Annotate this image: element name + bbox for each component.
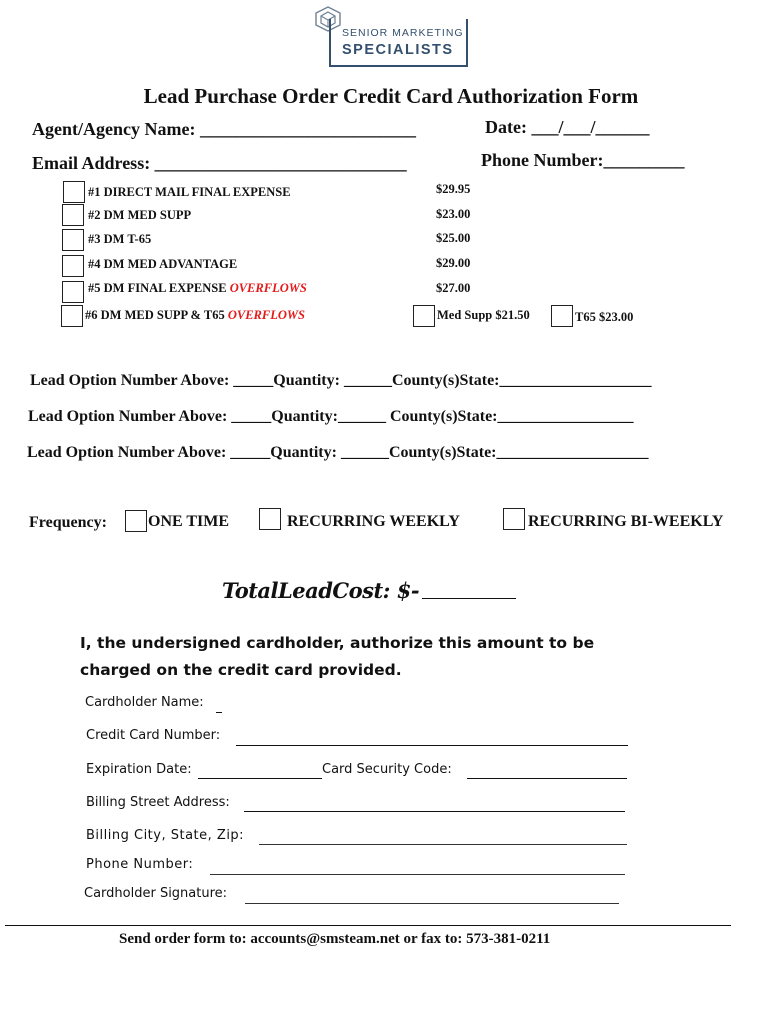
option-3-checkbox[interactable] [62,229,84,251]
billing-street-line[interactable] [244,811,625,812]
card-number-line[interactable] [236,745,628,746]
total-label: TotalLeadCost: $- [222,578,420,603]
signature-label: Cardholder Signature: [84,886,228,901]
phone-number-label: Phone Number: [86,857,194,872]
option-4-label: #4 DM MED ADVANTAGE [88,257,238,271]
one-time-label: ONE TIME [148,513,230,530]
option-5-checkbox[interactable] [62,281,84,303]
logo-line2: SPECIALISTS [342,42,454,58]
weekly-label: RECURRING WEEKLY [287,513,460,530]
option-6-checkbox[interactable] [61,305,83,327]
cardholder-name-label: Cardholder Name: [85,695,204,710]
frequency-label: Frequency: [29,514,107,531]
footer-divider [5,925,731,926]
agent-field[interactable]: Agent/Agency Name: ________________________ [32,119,416,139]
option-3-label: #3 DM T-65 [88,232,152,246]
option-2-checkbox[interactable] [62,204,84,226]
total-lead-cost [222,578,419,603]
weekly-checkbox[interactable] [259,508,281,530]
phone-number-line[interactable] [210,874,625,875]
option-6-label [85,308,305,323]
option-1-price: $29.95 [436,182,471,196]
expiration-line[interactable] [198,778,322,779]
cardholder-name-line[interactable] [216,712,222,713]
option-2-price: $23.00 [436,207,471,221]
total-line[interactable] [422,598,516,599]
med-supp-checkbox[interactable] [413,305,435,327]
option-3-price: $25.00 [436,231,471,245]
signature-line[interactable] [245,903,619,904]
option-1-label: #1 DIRECT MAIL FINAL EXPENSE [88,185,291,199]
option-6-name: #6 DM MED SUPP & T65 [85,308,228,322]
email-field[interactable]: Email Address: ____________________________ [32,153,407,173]
lead-row-2[interactable]: Lead Option Number Above: _____Quantity:______ County(s)State:_________________ [28,408,634,425]
one-time-checkbox[interactable] [125,510,147,532]
logo-line1: SENIOR MARKETING [342,27,464,39]
authorization-line1: I, the undersigned cardholder, authorize this amount to be [80,634,595,652]
option-5-name: #5 DM FINAL EXPENSE [88,281,230,295]
option-5-price: $27.00 [436,281,471,295]
t65-checkbox[interactable] [551,305,573,327]
lead-row-1[interactable]: Lead Option Number Above: _____Quantity: ______County(s)State:___________________ [30,372,652,389]
footer-instructions: Send order form to: accounts@smsteam.net or fax to: 573-381-0211 [119,931,551,947]
biweekly-checkbox[interactable] [503,508,525,530]
option-6-overflow: OVERFLOWS [227,308,305,322]
authorization-line2: charged on the credit card provided. [80,661,402,679]
expiration-label: Expiration Date: [86,762,192,777]
security-code-line[interactable] [467,778,627,779]
form-title: Lead Purchase Order Credit Card Authorization Form [143,84,639,108]
phone-field[interactable]: Phone Number:_________ [481,150,685,170]
billing-city-line[interactable] [259,844,627,845]
t65-label: T65 $23.00 [575,310,634,324]
card-number-label: Credit Card Number: [86,728,221,743]
option-4-checkbox[interactable] [62,255,84,277]
option-5-label [88,281,307,296]
date-field[interactable]: Date: ___/___/______ [485,117,650,137]
billing-street-label: Billing Street Address: [86,795,230,810]
med-supp-label: Med Supp $21.50 [437,308,530,322]
option-2-label: #2 DM MED SUPP [88,208,192,222]
option-4-price: $29.00 [436,256,471,270]
option-5-overflow: OVERFLOWS [229,281,307,295]
security-code-label: Card Security Code: [322,762,452,777]
lead-row-3[interactable]: Lead Option Number Above: _____Quantity: ______County(s)State:___________________ [27,444,649,461]
option-1-checkbox[interactable] [63,181,85,203]
biweekly-label: RECURRING BI-WEEKLY [528,513,724,530]
billing-city-label: Billing City, State, Zip: [86,828,245,843]
